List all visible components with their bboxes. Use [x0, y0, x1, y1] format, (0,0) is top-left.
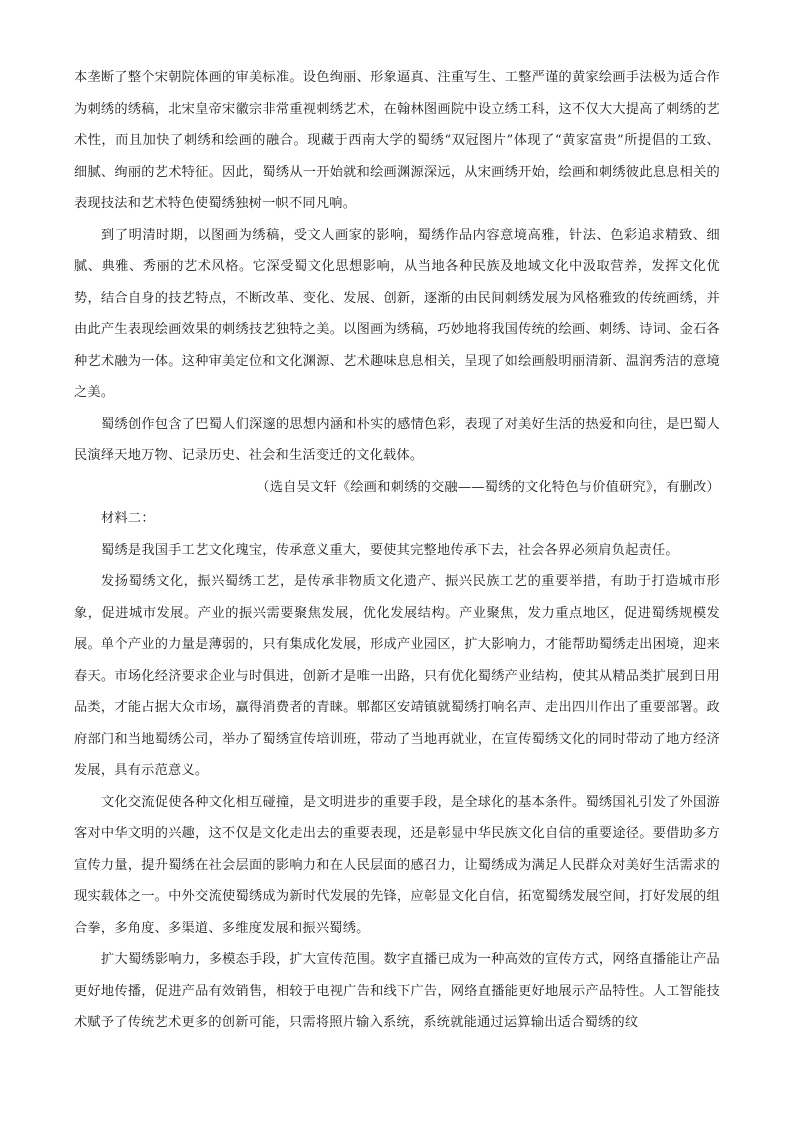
body-paragraph: 到了明清时期，以图画为绣稿，受文人画家的影响，蜀绣作品内容意境高雅，针法、色彩追求精致、细腻、典雅、秀丽的艺术风格。它深受蜀文化思想影响，从当地各种民族及地域文化中汲取营养，发挥文化优势，结合自身的技艺特点，不断改革、变化、发展、创新，逐渐的由民间刺绣发展为风格雅致的传统画绣，并由此产生表现绘画效果的刺绣技艺独特之美。以图画为绣稿，巧妙地将我国传统的绘画、刺绣、诗词、金石各种艺术融为一体。这种审美定位和文化渊源、艺术趣味息息相关，呈现了如绘画般明丽清新、温润秀洁的意境之美。 [74, 227, 720, 400]
section-heading: 材料二： [101, 511, 155, 526]
source-citation: （选自吴文轩《绘画和刺绣的交融——蜀绣的文化特色与价值研究》，有删改） [256, 479, 720, 495]
body-paragraph: 扩大蜀绣影响力，多模态手段，扩大宣传范围。数字直播已成为一种高效的宣传方式，网络直播能让产品更好地传播，促进产品有效销售，相较于电视广告和线下广告，网络直播能更好地展示产品特性。人工智能技术赋予了传统艺术更多的创新可能，只需将照片输入系统，系统就能通过运算输出适合蜀绣的纹 [74, 952, 720, 1030]
body-paragraph: 蜀绣是我国手工艺文化瑰宝，传承意义重大，要使其完整地传承下去，社会各界必须肩负起责任。 [101, 542, 679, 558]
body-paragraph: 本垄断了整个宋朝院体画的审美标准。设色绚丽、形象逼真、注重写生、工整严谨的黄家绘画手法极为适合作为刺绣的绣稿，北宋皇帝宋徽宗非常重视刺绣艺术，在翰林图画院中设立绣工科，这不仅大大提高了刺绣的艺术性，而且加快了刺绣和绘画的融合。现藏于西南大学的蜀绣“双冠图片”体现了“黄家富贵”所提倡的工致、细腻、绚丽的艺术特征。因此，蜀绣从一开始就和绘画渊源深远，从宋画绣开始，绘画和刺绣彼此息息相关的表现技法和艺术特色使蜀绣独树一帜不同凡响。 [74, 70, 720, 211]
body-paragraph: 蜀绣创作包含了巴蜀人们深邃的思想内涵和朴实的感情色彩，表现了对美好生活的热爱和向往，是巴蜀人民演绎天地万物、记录历史、社会和生活变迁的文化载体。 [74, 416, 720, 463]
body-paragraph: 文化交流促使各种文化相互碰撞，是文明进步的重要手段，是全球化的基本条件。蜀绣国礼引发了外国游客对中华文明的兴趣，这不仅是文化走出去的重要表现，还是彰显中华民族文化自信的重要途径。要借助多方宣传力量，提升蜀绣在社会层面的影响力和在人民层面的感召力，让蜀绣成为满足人民群众对美好生活需求的现实载体之一。中外交流使蜀绣成为新时代发展的先锋，应彰显文化自信，拓宽蜀绣发展空间，打好发展的组合拳，多角度、多渠道、多维度发展和振兴蜀绣。 [74, 794, 720, 936]
body-paragraph: 发扬蜀绣文化，振兴蜀绣工艺，是传承非物质文化遗产、振兴民族工艺的重要举措，有助于打造城市形象，促进城市发展。产业的振兴需要聚焦发展，优化发展结构。产业聚焦，发力重点地区，促进蜀绣规模发展。单个产业的力量是薄弱的，只有集成化发展，形成产业园区，扩大影响力，才能帮助蜀绣走出困境，迎来春天。市场化经济要求企业与时俱进，创新才是唯一出路，只有优化蜀绣产业结构，使其从精品类扩展到日用品类，才能占据大众市场，赢得消费者的青睐。郫都区安靖镇就蜀绣打响名声、走出四川作出了重要部署。政府部门和当地蜀绣公司，举办了蜀绣宣传培训班，带动了当地再就业，在宣传蜀绣文化的同时带动了地方经济发展，具有示范意义。 [74, 574, 720, 778]
document-page [74, 62, 720, 1039]
